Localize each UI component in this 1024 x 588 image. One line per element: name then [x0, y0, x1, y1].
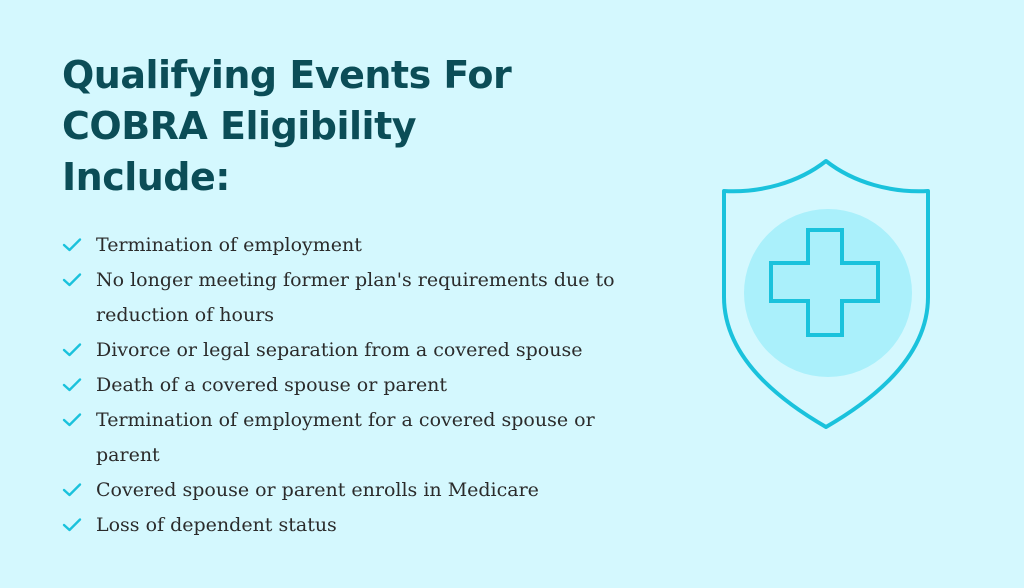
title-line-1: Qualifying Events For: [62, 53, 512, 97]
list-item: [62, 263, 642, 333]
list-item: [62, 333, 642, 368]
event-text: Loss of dependent status: [96, 514, 337, 536]
content-panel: [62, 50, 662, 536]
event-text: Termination of employment for a covered spouse or parent: [96, 409, 595, 466]
check-icon: [62, 272, 82, 288]
check-icon: [62, 517, 82, 533]
title-line-2: COBRA Eligibility: [62, 104, 417, 148]
event-text: Termination of employment: [96, 234, 362, 256]
list-item: [62, 473, 642, 508]
list-item: [62, 403, 642, 473]
list-item: [62, 228, 642, 263]
list-item: [62, 368, 642, 403]
check-icon: [62, 237, 82, 253]
check-icon: [62, 482, 82, 498]
event-text: Death of a covered spouse or parent: [96, 374, 448, 396]
event-text: Divorce or legal separation from a covered spouse: [96, 339, 583, 361]
check-icon: [62, 377, 82, 393]
medical-shield-icon: [718, 155, 938, 435]
title-line-3: Include:: [62, 155, 230, 199]
event-text: Covered spouse or parent enrolls in Medicare: [96, 479, 539, 501]
check-icon: [62, 342, 82, 358]
list-item: [62, 508, 642, 543]
page-title: [62, 50, 662, 203]
qualifying-events-list: [62, 228, 642, 543]
check-icon: [62, 412, 82, 428]
event-text: No longer meeting former plan's requirements due to reduction of hours: [96, 269, 615, 326]
